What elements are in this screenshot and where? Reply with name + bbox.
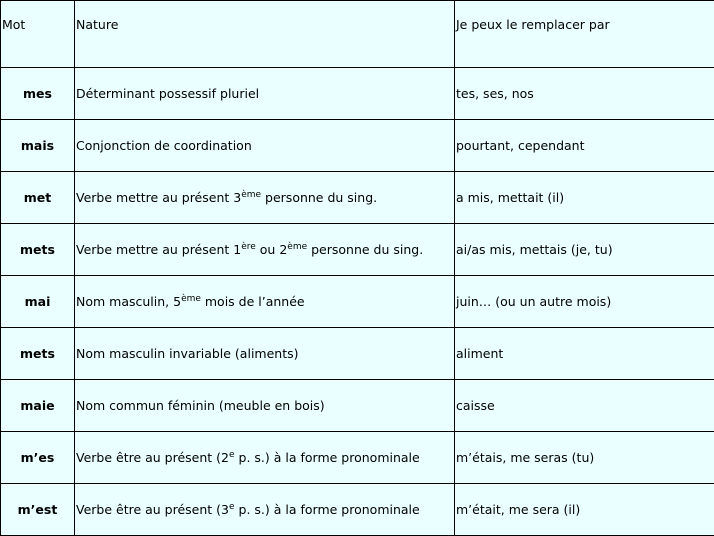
table-row	[1, 276, 714, 328]
cell-mot: mets	[1, 224, 75, 276]
cell-mot: mais	[1, 120, 75, 172]
cell-remplacer: pourtant, cependant	[455, 120, 714, 172]
cell-mot: met	[1, 172, 75, 224]
table-row	[1, 224, 714, 276]
cell-remplacer: ai/as mis, mettais (je, tu)	[455, 224, 714, 276]
cell-remplacer: juin… (ou un autre mois)	[455, 276, 714, 328]
cell-mot: mai	[1, 276, 75, 328]
cell-remplacer: tes, ses, nos	[455, 68, 714, 120]
cell-nature: Conjonction de coordination	[75, 120, 455, 172]
cell-mot: mes	[1, 68, 75, 120]
table-row	[1, 484, 714, 536]
cell-nature: Nom commun féminin (meuble en bois)	[75, 380, 455, 432]
cell-remplacer: caisse	[455, 380, 714, 432]
cell-mot: maie	[1, 380, 75, 432]
cell-remplacer: m’étais, me seras (tu)	[455, 432, 714, 484]
table-row	[1, 68, 714, 120]
table-row	[1, 328, 714, 380]
cell-nature: Déterminant possessif pluriel	[75, 68, 455, 120]
cell-nature: Nom masculin, 5ème mois de l’année	[75, 276, 455, 328]
header-remplacer: Je peux le remplacer par	[455, 1, 714, 68]
cell-mot: m’est	[1, 484, 75, 536]
header-row	[1, 1, 714, 68]
cell-remplacer: m’était, me sera (il)	[455, 484, 714, 536]
cell-nature: Verbe mettre au présent 3ème personne du sing.	[75, 172, 455, 224]
cell-nature: Verbe mettre au présent 1ère ou 2ème personne du sing.	[75, 224, 455, 276]
header-nature: Nature	[75, 1, 455, 68]
table-row	[1, 172, 714, 224]
table-row	[1, 380, 714, 432]
table-row	[1, 120, 714, 172]
cell-nature: Verbe être au présent (3e p. s.) à la forme pronominale	[75, 484, 455, 536]
cell-nature: Verbe être au présent (2e p. s.) à la forme pronominale	[75, 432, 455, 484]
table-row	[1, 432, 714, 484]
cell-nature: Nom masculin invariable (aliments)	[75, 328, 455, 380]
cell-remplacer: a mis, mettait (il)	[455, 172, 714, 224]
header-mot: Mot	[1, 1, 75, 68]
cell-mot: m’es	[1, 432, 75, 484]
cell-remplacer: aliment	[455, 328, 714, 380]
cell-mot: mets	[1, 328, 75, 380]
